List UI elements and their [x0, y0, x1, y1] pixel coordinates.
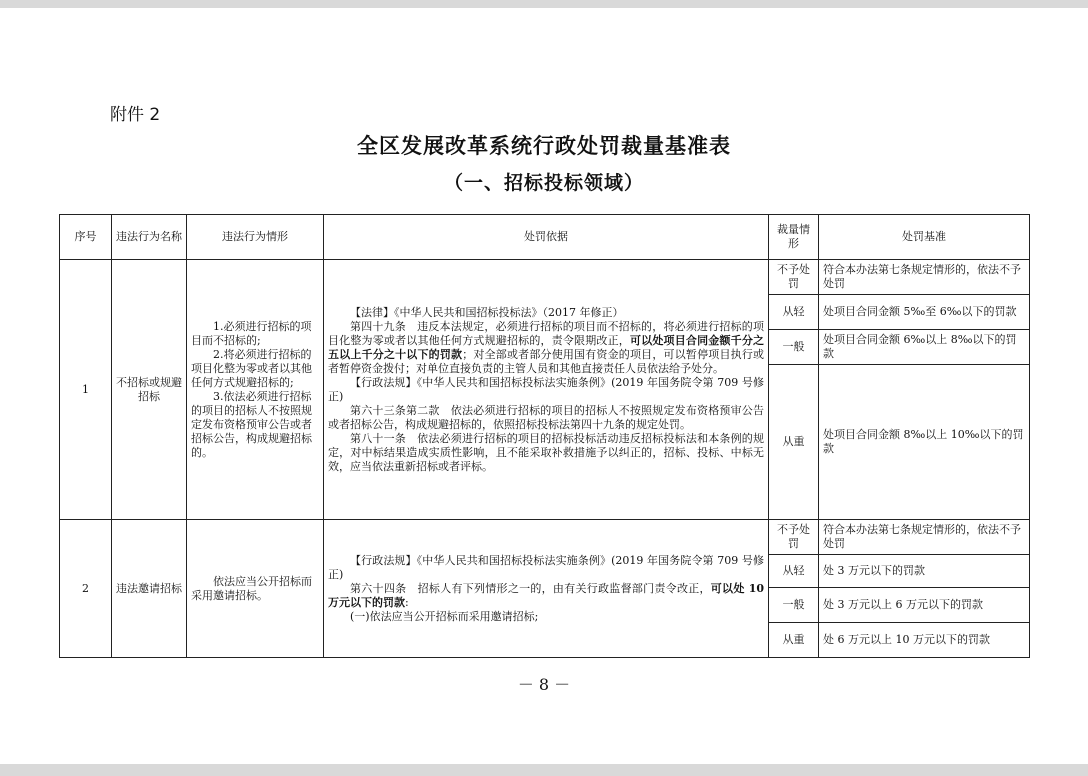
row-penalty-basis: [324, 520, 769, 658]
level-standard: 处项目合同金额 5‰至 6‰以下的罚款: [819, 295, 1030, 330]
page-subtitle: （一、招标投标领域）: [443, 172, 644, 194]
table-header-row: [60, 215, 1030, 260]
row-violation-name: 违法邀请招标: [112, 520, 187, 658]
situation-item: 2.将必须进行招标的项目化整为零或者以其他任何方式规避招标的;: [191, 347, 312, 389]
header-violation-name: 违法行为名称: [112, 215, 187, 260]
level-standard: 处 3 万元以下的罚款: [819, 555, 1030, 588]
level-standard: 处 3 万元以上 6 万元以下的罚款: [819, 588, 1030, 623]
basis-regulation-title: 【行政法规】《中华人民共和国招标投标法实施条例》(2019 年国务院令第 709 号修正): [328, 553, 764, 581]
attachment-label: 附件 2: [110, 105, 161, 125]
level-label: 从轻: [769, 295, 819, 330]
level-label: 从重: [769, 365, 819, 520]
basis-article-item: (一)依法应当公开招标而采用邀请招标;: [350, 609, 539, 623]
header-level: 裁量情形: [769, 215, 819, 260]
level-label: 不予处罚: [769, 260, 819, 295]
basis-article: 第六十三条第二款 依法必须进行招标的项目的招标人不按照规定发布资格预审公告或者招标公告，构成规避招标的，依照招标投标法第四十九条的规定处罚。: [328, 403, 764, 431]
level-label: 一般: [769, 588, 819, 623]
basis-article: 第八十一条 依法必须进行招标的项目的招标投标活动违反招标投标法和本条例的规定，对中标结果造成实质性影响，且不能采取补救措施予以纠正的，招标、投标、中标无效，应当依法重新招标或者评标。: [328, 431, 764, 473]
basis-regulation-title: 【行政法规】《中华人民共和国招标投标法实施条例》(2019 年国务院令第 709 号修正): [328, 375, 764, 403]
level-label: 从重: [769, 623, 819, 658]
level-standard: 处 6 万元以上 10 万元以下的罚款: [819, 623, 1030, 658]
basis-fine-highlight: 可以处 10 万元以下的罚款: [328, 581, 764, 609]
level-label: 不予处罚: [769, 520, 819, 555]
header-seq: 序号: [60, 215, 112, 260]
bottom-scan-border: [0, 764, 1088, 776]
row-seq: 1: [60, 260, 112, 520]
basis-article: 第四十九条 违反本法规定，必须进行招标的项目而不招标的，将必须进行招标的项目化整为零或者以其他任何方式规避招标的，责令限期改正，可以处项目合同金额千分之五以上千分之十以下的罚款；对全部或者部分使用国有资金的项目，可以暂停项目执行或者暂停资金拨付；对单位直接负责的主管人员和其他直接责任人员依法给予处分。: [328, 319, 765, 375]
header-situation: 违法行为情形: [187, 215, 324, 260]
row-penalty-basis: [324, 260, 769, 520]
situation-item: 3.依法必须进行招标的项目的招标人不按照规定发布资格预审公告或者招标公告，构成规避招标的。: [191, 389, 312, 459]
situation-item: 1.必须进行招标的项目而不招标的;: [191, 319, 312, 347]
level-standard: 处项目合同金额 8‰以上 10‰以下的罚款: [819, 365, 1030, 520]
level-standard: 符合本办法第七条规定情形的，依法不予处罚: [819, 520, 1030, 555]
level-standard: 符合本办法第七条规定情形的，依法不予处罚: [819, 260, 1030, 295]
header-basis: 处罚依据: [324, 215, 769, 260]
page-number: － 8 －: [517, 675, 571, 694]
row-violation-name: 不招标或规避招标: [112, 260, 187, 520]
level-label: 一般: [769, 330, 819, 365]
basis-article: 第六十四条 招标人有下列情形之一的，由有关行政监督部门责令改正，可以处 10 万元以下的罚款:: [328, 581, 764, 609]
level-standard: 处项目合同金额 6‰以上 8‰以下的罚款: [819, 330, 1030, 365]
top-scan-border: [0, 0, 1088, 8]
basis-law-title: 【法律】《中华人民共和国招标投标法》（2017 年修正）: [350, 305, 624, 319]
basis-fine-highlight: 可以处项目合同金额千分之五以上千分之十以下的罚款: [328, 333, 765, 361]
table-row: [60, 260, 1030, 295]
row-seq: 2: [60, 520, 112, 658]
page-title: 全区发展改革系统行政处罚裁量基准表: [357, 134, 731, 158]
table-row: [60, 520, 1030, 555]
penalty-discretion-table: [59, 214, 1030, 658]
row-situations: [187, 520, 324, 658]
level-label: 从轻: [769, 555, 819, 588]
header-standard: 处罚基准: [819, 215, 1030, 260]
situation-item: 依法应当公开招标而采用邀请招标。: [191, 574, 312, 602]
row-situations: [187, 260, 324, 520]
